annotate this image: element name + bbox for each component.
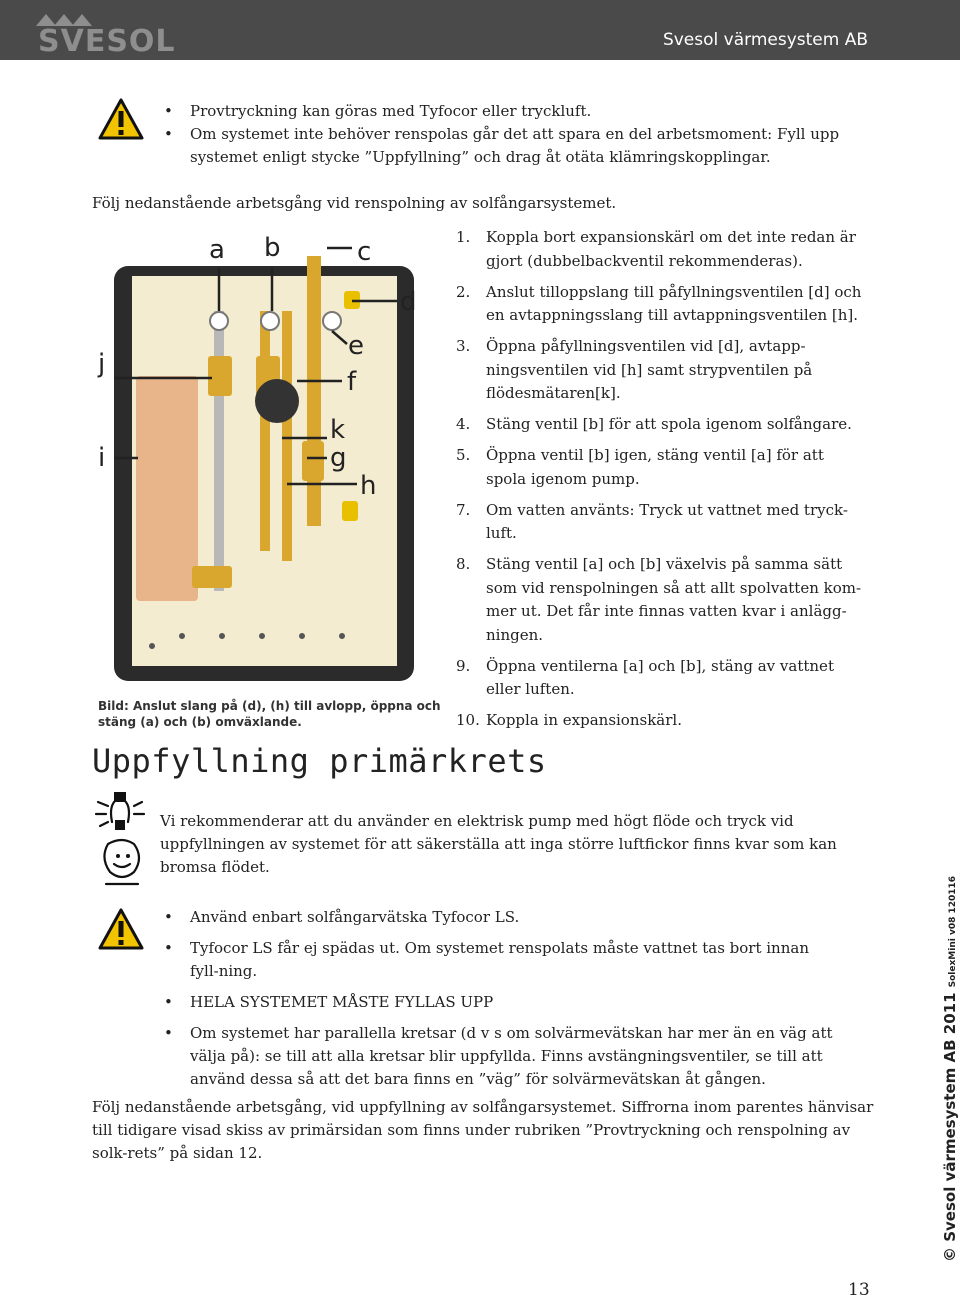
- step-text: Öppna ventil [b] igen, stäng ventil [a] för att spola igenom pump.: [486, 446, 824, 488]
- list-item: [456, 413, 866, 437]
- step-text: Öppna ventilerna [a] och [b], stäng av vattnet eller luften.: [486, 656, 834, 698]
- step-number: 9.: [456, 656, 471, 675]
- thermometer-b-icon: [261, 312, 279, 330]
- diagram-caption: Bild: Anslut slang på (d), (h) till avlopp, öppna och stäng (a) och (b) omväxlande.: [98, 699, 441, 729]
- step-number: 4.: [456, 415, 471, 433]
- step-number: 2.: [456, 282, 471, 301]
- list-item: • Tyfocor LS får ej spädas ut. Om systemet renspolats måste vattnet tas bort innan fyll-ning.: [162, 937, 842, 983]
- step-text: Anslut tilloppslang till påfyllningsventilen [d] och en avtappningsslang till avtappningsventilen [h].: [486, 282, 862, 324]
- label-d: d: [400, 287, 417, 317]
- step-number: 3.: [456, 337, 471, 355]
- list-item: • Använd enbart solfångarvätska Tyfocor LS.: [162, 906, 842, 929]
- step-number: 1.: [456, 228, 471, 246]
- intro-paragraph-1: Följ nedanstående arbetsgång vid renspolning av solfångarsystemet.: [92, 194, 617, 212]
- company-name: Svesol värmesystem AB: [662, 30, 868, 50]
- label-f: f: [347, 367, 357, 397]
- list-item: • HELA SYSTEMET MÅSTE FYLLAS UPP: [162, 991, 842, 1014]
- label-i: i: [98, 443, 106, 473]
- intro-paragraph-2: Följ nedanstående arbetsgång, vid uppfyllning av solfångarsystemet. Siffrorna inom parentes hänvisar till tidigare visad skiss av primärsidan som finns under rubriken ”Provtryckning och renspolning av solk-rets” på sidan 12.: [92, 1098, 874, 1162]
- flush-steps-list: [456, 226, 866, 740]
- label-g: g: [330, 443, 347, 473]
- drain-valve: [342, 501, 358, 521]
- valve-body: [208, 356, 232, 396]
- label-a: a: [209, 235, 225, 265]
- step-number: 10.: [456, 711, 480, 729]
- list-item: [456, 709, 866, 733]
- list-item: [456, 281, 866, 328]
- step-text: Stäng ventil [a] och [b] växelvis på samma sätt som vid renspolningen så att allt spolvatten kom-mer ut. Det får inte finnas vatten kvar i anlägg-ningen.: [486, 555, 862, 644]
- list-item: [456, 226, 866, 273]
- section-title: Uppfyllning primärkrets: [92, 742, 547, 780]
- warning-list-1: [162, 100, 842, 169]
- pipe-mid: [260, 311, 270, 551]
- copyright-sidebar: [940, 876, 959, 1262]
- step-text: Koppla bort expansionskärl om det inte redan är gjort (dubbelbackventil rekommenderas).: [486, 228, 856, 270]
- logo-text: SVESOL: [38, 24, 176, 59]
- tip-paragraph: Vi rekommenderar att du använder en elektrisk pump med högt flöde och tryck vid uppfyllningen av systemet för att säkerställa att inga större luftfickor finns kvar som kan bromsa flödet.: [160, 812, 837, 876]
- flow-meter: [302, 441, 324, 481]
- label-j: j: [98, 349, 106, 379]
- warning-list-2: [162, 906, 842, 1091]
- pressure-gauge-icon: [323, 312, 341, 330]
- pipe-outer: [307, 256, 321, 526]
- list-item: [456, 499, 866, 546]
- step-text: Koppla in expansionskärl.: [486, 711, 682, 729]
- svesol-logo: [30, 10, 176, 59]
- step-text: Öppna påfyllningsventilen vid [d], avtapp-ningsventilen vid [h] samt strypventilen på flödesmätaren[k].: [486, 337, 813, 402]
- warning-icon: [98, 908, 144, 950]
- valve-bottom: [192, 566, 232, 588]
- list-item: [456, 553, 866, 647]
- label-b: b: [264, 233, 281, 263]
- label-c: c: [357, 237, 372, 267]
- page-header: [0, 0, 960, 60]
- lightbulb-idea-icon: [94, 792, 146, 888]
- list-item: • Om systemet inte behöver renspolas går det att spara en del arbetsmoment: Fyll upp systemet enligt stycke ”Uppfyllning” och drag åt otäta klämringskopplingar.: [162, 123, 842, 169]
- step-text: Om vatten använts: Tryck ut vattnet med tryck-luft.: [486, 500, 848, 542]
- solar-station-diagram: [92, 226, 452, 696]
- step-number: 7.: [456, 500, 471, 519]
- step-number: 5.: [456, 446, 471, 464]
- list-item: • Om systemet har parallella kretsar (d v s om solvärmevätskan har mer än en väg att välja på): se till att alla kretsar blir uppfyllda. Finns avstängningsventiler, se till att använd dessa så att det bara finns en ”väg” för solvärmevätskan åt gången.: [162, 1022, 842, 1091]
- warning-icon: [98, 98, 144, 140]
- list-item: [456, 655, 866, 702]
- pump: [255, 379, 299, 423]
- pipe-left: [214, 311, 224, 591]
- page-number: 13: [848, 1280, 870, 1300]
- label-h: h: [360, 471, 377, 501]
- list-item: • Provtryckning kan göras med Tyfocor eller tryckluft.: [162, 100, 842, 123]
- pipe-right: [282, 311, 292, 561]
- label-e: e: [348, 331, 364, 361]
- thermometer-a-icon: [210, 312, 228, 330]
- document-id: SolexMini v08 120116: [948, 875, 958, 988]
- heat-exchanger: [136, 376, 198, 601]
- copyright-text: © Svesol värmesystem AB 2011: [941, 992, 959, 1262]
- step-text: Stäng ventil [b] för att spola igenom solfångare.: [486, 415, 852, 433]
- step-number: 8.: [456, 555, 471, 573]
- list-item: [456, 444, 866, 491]
- list-item: [456, 335, 866, 406]
- label-k: k: [330, 415, 346, 445]
